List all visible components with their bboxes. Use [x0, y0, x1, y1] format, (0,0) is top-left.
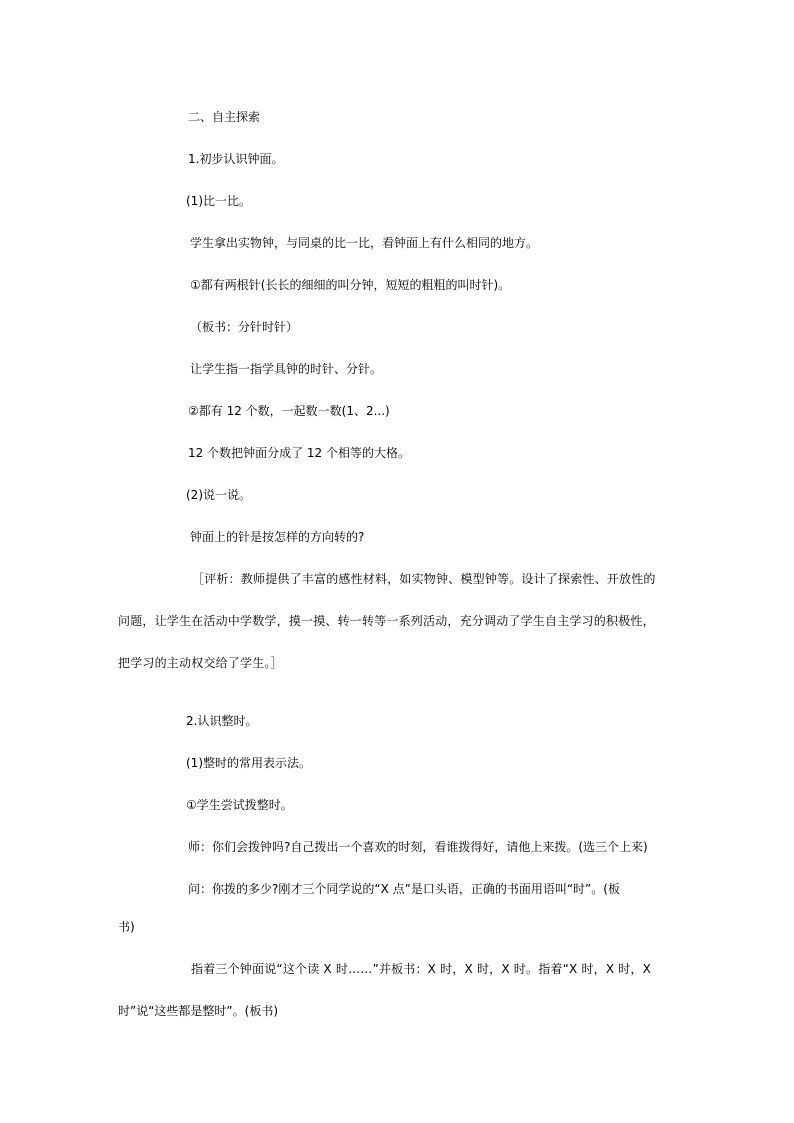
commentary-line: ［评析：教师提供了丰富的感性材料，如实物钟、模型钟等。设计了探索性、开放性的 — [192, 572, 656, 586]
paragraph: 让学生指一指学具钟的时针、分针。 — [190, 362, 383, 376]
paragraph: 学生拿出实物钟，与同桌的比一比，看钟面上有什么相同的地方。 — [190, 236, 539, 250]
paragraph: 时”说“这些都是整时”。(板书) — [118, 1004, 279, 1018]
section-heading: 二、自主探索 — [188, 110, 261, 124]
paragraph: ①学生尝试拨整时。 — [186, 798, 293, 812]
dialogue-line: 师：你们会拨钟吗?自己拨出一个喜欢的时刻，看谁拨得好，请他上来拨。(选三个上来) — [188, 840, 648, 854]
paragraph: ②都有 12 个数，一起数一数(1、2...) — [188, 404, 390, 418]
paragraph: ①都有两根针(长长的细细的叫分钟，短短的粗粗的叫时针)。 — [190, 278, 511, 292]
paragraph: 指着三个钟面说“这个读 X 时……”并板书：X 时，X 时，X 时。指着“X 时，X 时，X — [191, 962, 652, 976]
step-heading: (1)整时的常用表示法。 — [186, 756, 311, 770]
board-note: （板书：分针时针） — [190, 320, 299, 334]
commentary-line: 把学习的主动权交给了学生。］ — [118, 656, 283, 670]
paragraph: 钟面上的针是按怎样的方向转的? — [190, 530, 365, 544]
subsection-heading: 2.认识整时。 — [186, 714, 258, 728]
dialogue-line: 问：你拨的多少?刚才三个同学说的“X 点”是口头语，正确的书面用语叫“时”。(板 — [188, 882, 620, 896]
step-heading: (1)比一比。 — [186, 194, 251, 208]
paragraph: 12 个数把钟面分成了 12 个相等的大格。 — [188, 446, 410, 460]
subsection-heading: 1.初步认识钟面。 — [188, 152, 284, 166]
step-heading: (2)说一说。 — [186, 488, 251, 502]
dialogue-line: 书) — [118, 920, 135, 934]
commentary-line: 问题，让学生在活动中学数学，摸一摸、转一转等一系列活动，充分调动了学生自主学习的积极性， — [118, 614, 655, 628]
